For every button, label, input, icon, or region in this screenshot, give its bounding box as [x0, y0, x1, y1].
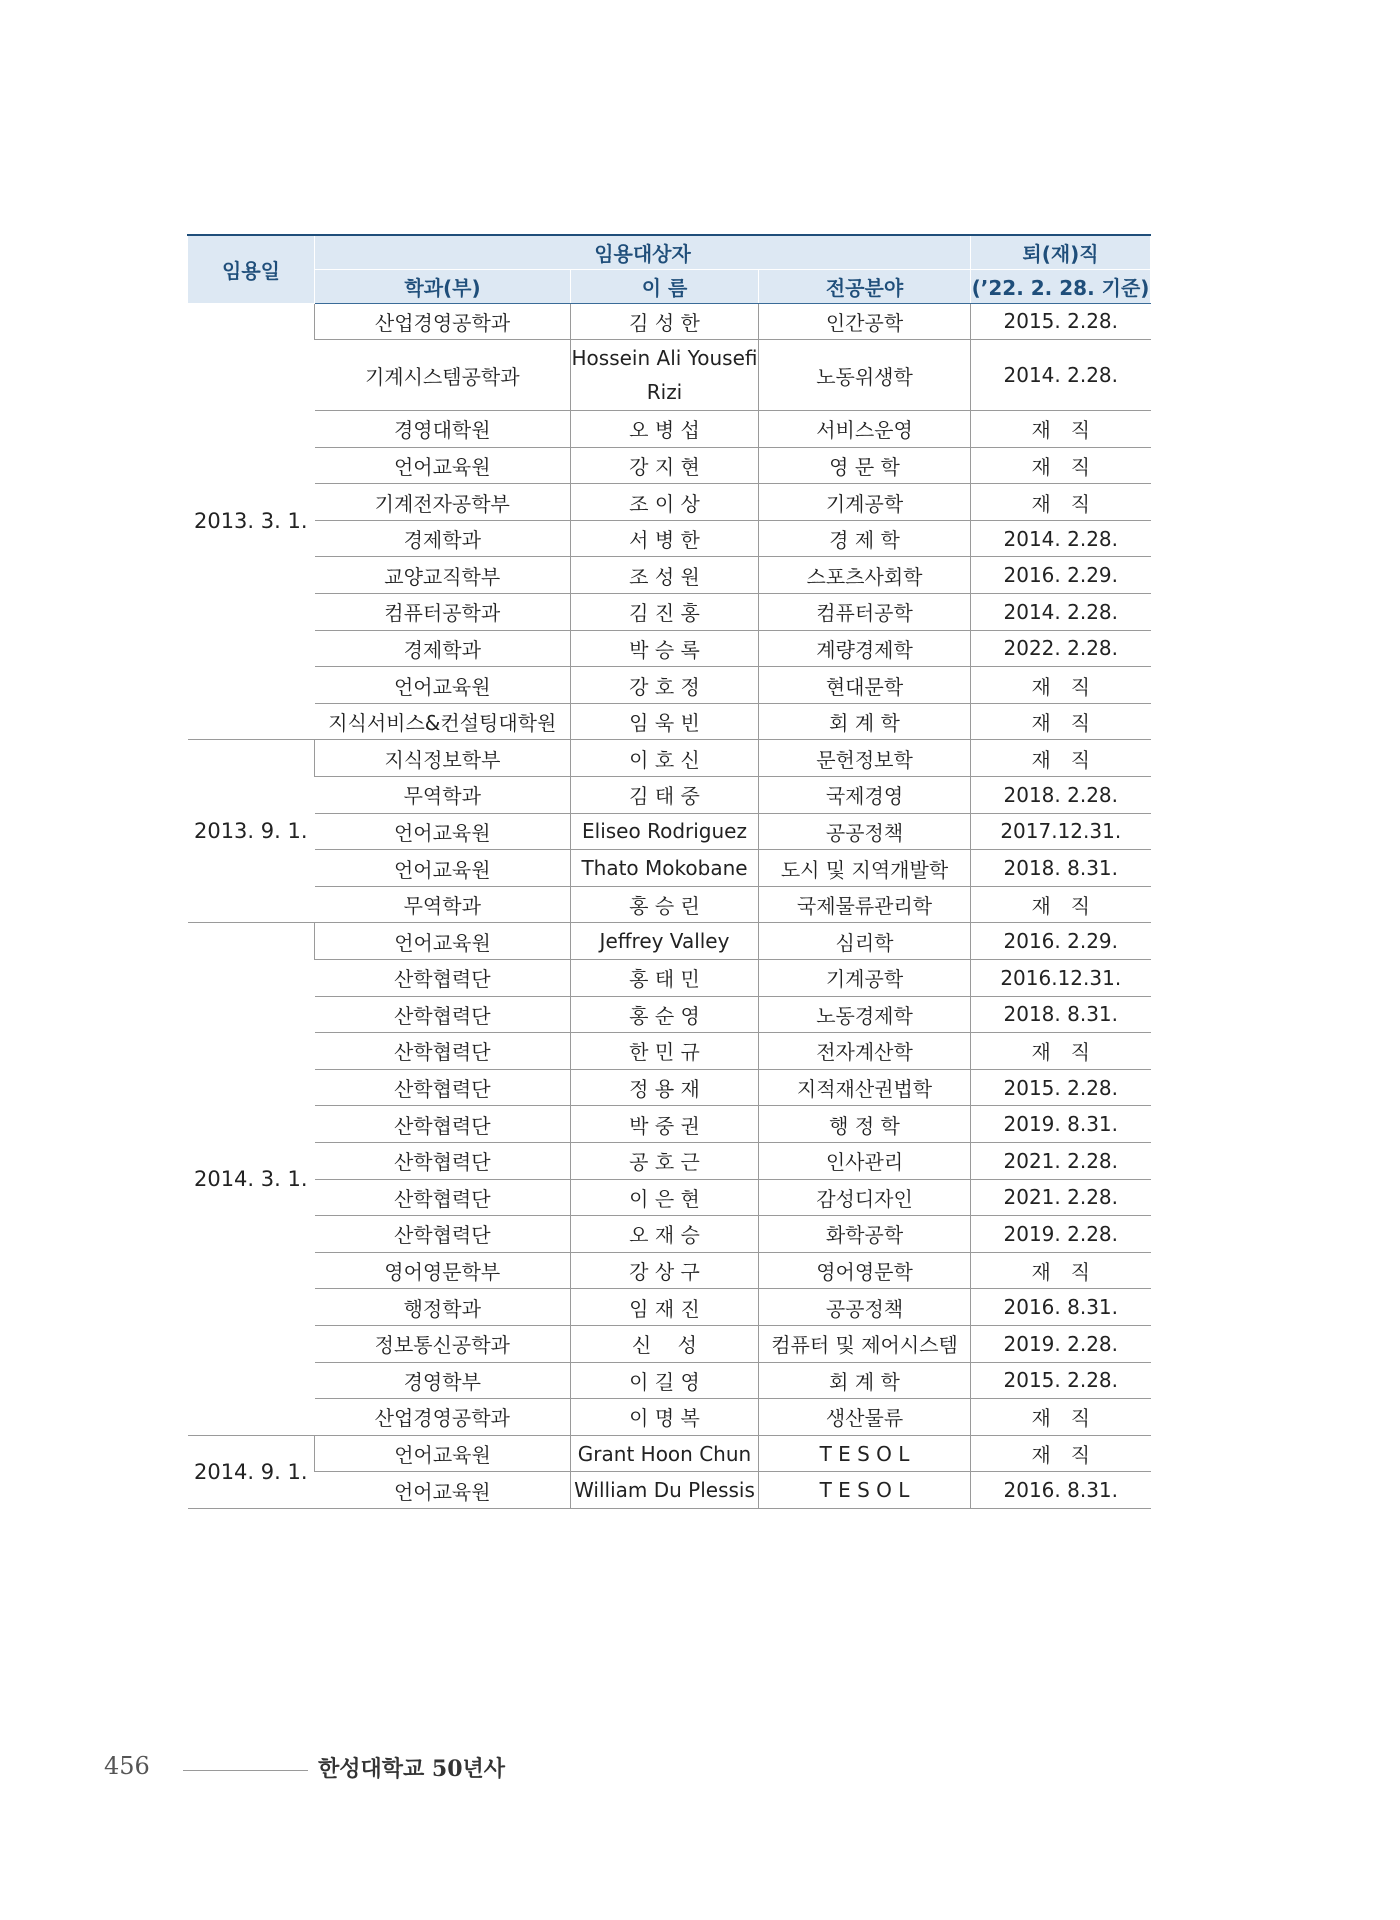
status-cell: 2018. 2.28. — [971, 777, 1151, 814]
name-cell: Grant Hoon Chun — [571, 1435, 759, 1472]
status-cell: 재 직 — [971, 411, 1151, 448]
table-row — [188, 1472, 1151, 1509]
table-row — [188, 630, 1151, 667]
status-cell: 재 직 — [971, 740, 1151, 777]
status-cell: 2018. 8.31. — [971, 996, 1151, 1033]
status-cell: 2014. 2.28. — [971, 594, 1151, 631]
department-cell: 언어교육원 — [315, 667, 571, 704]
major-cell: 공공정책 — [759, 1289, 971, 1326]
status-cell: 2021. 2.28. — [971, 1142, 1151, 1179]
status-cell: 2014. 2.28. — [971, 340, 1151, 411]
major-cell: 회 계 학 — [759, 1362, 971, 1399]
table-body — [188, 303, 1151, 1508]
faculty-appointment-table — [187, 234, 1151, 1509]
table-row — [188, 703, 1151, 740]
name-cell: 조 성 원 — [571, 557, 759, 594]
department-cell: 행정학과 — [315, 1289, 571, 1326]
header-retire-basis: (’22. 2. 28. 기준) — [971, 269, 1151, 303]
name-cell: 조 이 상 — [571, 484, 759, 521]
appointment-date: 2013. 9. 1. — [188, 740, 315, 923]
department-cell: 지식정보학부 — [315, 740, 571, 777]
department-cell: 기계전자공학부 — [315, 484, 571, 521]
table-row — [188, 777, 1151, 814]
department-cell: 기계시스템공학과 — [315, 340, 571, 411]
status-cell: 재 직 — [971, 1252, 1151, 1289]
name-cell: William Du Plessis — [571, 1472, 759, 1509]
appointment-date: 2013. 3. 1. — [188, 303, 315, 740]
status-cell: 2014. 2.28. — [971, 520, 1151, 557]
table-row — [188, 447, 1151, 484]
header-date: 임용일 — [188, 235, 315, 303]
department-cell: 경제학과 — [315, 630, 571, 667]
major-cell: 기계공학 — [759, 960, 971, 997]
name-cell: 이 명 복 — [571, 1399, 759, 1436]
status-cell: 2016. 8.31. — [971, 1472, 1151, 1509]
department-cell: 교양교직학부 — [315, 557, 571, 594]
status-cell: 2019. 2.28. — [971, 1216, 1151, 1253]
header-dept: 학과(부) — [315, 269, 571, 303]
major-cell: 계량경제학 — [759, 630, 971, 667]
name-cell: 신 성 — [571, 1325, 759, 1362]
major-cell: T E S O L — [759, 1472, 971, 1509]
department-cell: 산학협력단 — [315, 1106, 571, 1143]
department-cell: 산학협력단 — [315, 1142, 571, 1179]
department-cell: 영어영문학부 — [315, 1252, 571, 1289]
name-cell: Jeffrey Valley — [571, 923, 759, 960]
status-cell: 재 직 — [971, 1033, 1151, 1070]
department-cell: 언어교육원 — [315, 923, 571, 960]
table-row — [188, 1252, 1151, 1289]
header-retire: 퇴(재)직 — [971, 235, 1151, 269]
table-row — [188, 996, 1151, 1033]
status-cell: 재 직 — [971, 1435, 1151, 1472]
name-cell: Thato Mokobane — [571, 850, 759, 887]
name-cell: 한 민 규 — [571, 1033, 759, 1070]
table-row — [188, 923, 1151, 960]
major-cell: 영어영문학 — [759, 1252, 971, 1289]
table-row — [188, 850, 1151, 887]
major-cell: 공공정책 — [759, 813, 971, 850]
department-cell: 산학협력단 — [315, 1069, 571, 1106]
name-cell: Eliseo Rodriguez — [571, 813, 759, 850]
department-cell: 언어교육원 — [315, 813, 571, 850]
table-row — [188, 1142, 1151, 1179]
table-row — [188, 813, 1151, 850]
table-row — [188, 484, 1151, 521]
table-row — [188, 594, 1151, 631]
name-cell: 박 승 록 — [571, 630, 759, 667]
table-row — [188, 1399, 1151, 1436]
status-cell: 2015. 2.28. — [971, 303, 1151, 340]
table-row — [188, 1289, 1151, 1326]
department-cell: 산학협력단 — [315, 1033, 571, 1070]
major-cell: 노동경제학 — [759, 996, 971, 1033]
major-cell: 컴퓨터공학 — [759, 594, 971, 631]
footer-divider — [183, 1770, 308, 1771]
status-cell: 2016. 2.29. — [971, 557, 1151, 594]
name-cell: 홍 승 린 — [571, 886, 759, 923]
status-cell: 2021. 2.28. — [971, 1179, 1151, 1216]
major-cell: 인사관리 — [759, 1142, 971, 1179]
major-cell: 경 제 학 — [759, 520, 971, 557]
table-row — [188, 667, 1151, 704]
name-cell: 오 병 섭 — [571, 411, 759, 448]
major-cell: 서비스운영 — [759, 411, 971, 448]
appointment-date: 2014. 9. 1. — [188, 1435, 315, 1508]
table-header — [188, 235, 1151, 303]
table-row — [188, 1435, 1151, 1472]
table-row — [188, 1033, 1151, 1070]
name-cell: 이 호 신 — [571, 740, 759, 777]
major-cell: 행 정 학 — [759, 1106, 971, 1143]
table-row — [188, 303, 1151, 340]
major-cell: 화학공학 — [759, 1216, 971, 1253]
major-cell: 영 문 학 — [759, 447, 971, 484]
name-cell: 서 병 한 — [571, 520, 759, 557]
status-cell: 2015. 2.28. — [971, 1069, 1151, 1106]
major-cell: T E S O L — [759, 1435, 971, 1472]
department-cell: 산업경영공학과 — [315, 303, 571, 340]
table-row — [188, 886, 1151, 923]
department-cell: 산학협력단 — [315, 1216, 571, 1253]
status-cell: 2016. 2.29. — [971, 923, 1151, 960]
major-cell: 도시 및 지역개발학 — [759, 850, 971, 887]
name-cell: 오 재 승 — [571, 1216, 759, 1253]
header-major: 전공분야 — [759, 269, 971, 303]
major-cell: 현대문학 — [759, 667, 971, 704]
status-cell: 재 직 — [971, 886, 1151, 923]
table-row — [188, 1106, 1151, 1143]
major-cell: 인간공학 — [759, 303, 971, 340]
name-cell: 김 진 홍 — [571, 594, 759, 631]
header-name: 이 름 — [571, 269, 759, 303]
status-cell: 2022. 2.28. — [971, 630, 1151, 667]
table-row — [188, 1216, 1151, 1253]
name-cell: 이 길 영 — [571, 1362, 759, 1399]
name-cell: 김 태 중 — [571, 777, 759, 814]
department-cell: 정보통신공학과 — [315, 1325, 571, 1362]
status-cell: 2018. 8.31. — [971, 850, 1151, 887]
table-row — [188, 411, 1151, 448]
table-row — [188, 340, 1151, 411]
name-cell: 강 지 현 — [571, 447, 759, 484]
department-cell: 경제학과 — [315, 520, 571, 557]
status-cell: 2015. 2.28. — [971, 1362, 1151, 1399]
major-cell: 전자계산학 — [759, 1033, 971, 1070]
major-cell: 노동위생학 — [759, 340, 971, 411]
department-cell: 산학협력단 — [315, 996, 571, 1033]
name-cell: 이 은 현 — [571, 1179, 759, 1216]
table-row — [188, 557, 1151, 594]
table-row — [188, 740, 1151, 777]
name-cell: 강 호 정 — [571, 667, 759, 704]
department-cell: 언어교육원 — [315, 1472, 571, 1509]
status-cell: 2016. 8.31. — [971, 1289, 1151, 1326]
name-cell: 홍 태 민 — [571, 960, 759, 997]
department-cell: 경영학부 — [315, 1362, 571, 1399]
major-cell: 감성디자인 — [759, 1179, 971, 1216]
department-cell: 지식서비스&컨설팅대학원 — [315, 703, 571, 740]
department-cell: 무역학과 — [315, 777, 571, 814]
name-cell: 강 상 구 — [571, 1252, 759, 1289]
name-cell: 김 성 한 — [571, 303, 759, 340]
appointment-date: 2014. 3. 1. — [188, 923, 315, 1435]
name-cell: 홍 순 영 — [571, 996, 759, 1033]
table-row — [188, 1069, 1151, 1106]
status-cell: 재 직 — [971, 447, 1151, 484]
name-cell: Hossein Ali Yousefi Rizi — [571, 340, 759, 411]
status-cell: 2016.12.31. — [971, 960, 1151, 997]
major-cell: 지적재산권법학 — [759, 1069, 971, 1106]
major-cell: 컴퓨터 및 제어시스템 — [759, 1325, 971, 1362]
major-cell: 국제경영 — [759, 777, 971, 814]
department-cell: 언어교육원 — [315, 447, 571, 484]
table-row — [188, 520, 1151, 557]
major-cell: 기계공학 — [759, 484, 971, 521]
department-cell: 언어교육원 — [315, 1435, 571, 1472]
table-row — [188, 1325, 1151, 1362]
department-cell: 산업경영공학과 — [315, 1399, 571, 1436]
status-cell: 2019. 8.31. — [971, 1106, 1151, 1143]
department-cell: 무역학과 — [315, 886, 571, 923]
major-cell: 심리학 — [759, 923, 971, 960]
status-cell: 재 직 — [971, 703, 1151, 740]
table-row — [188, 1362, 1151, 1399]
status-cell: 2019. 2.28. — [971, 1325, 1151, 1362]
header-target: 임용대상자 — [315, 235, 971, 269]
name-cell: 임 욱 빈 — [571, 703, 759, 740]
table-row — [188, 1179, 1151, 1216]
major-cell: 스포츠사회학 — [759, 557, 971, 594]
name-cell: 공 호 근 — [571, 1142, 759, 1179]
status-cell: 재 직 — [971, 484, 1151, 521]
department-cell: 산학협력단 — [315, 960, 571, 997]
book-title: 한성대학교 50년사 — [318, 1756, 506, 1782]
major-cell: 회 계 학 — [759, 703, 971, 740]
name-cell: 박 중 권 — [571, 1106, 759, 1143]
major-cell: 생산물류 — [759, 1399, 971, 1436]
status-cell: 2017.12.31. — [971, 813, 1151, 850]
department-cell: 컴퓨터공학과 — [315, 594, 571, 631]
department-cell: 경영대학원 — [315, 411, 571, 448]
status-cell: 재 직 — [971, 1399, 1151, 1436]
major-cell: 국제물류관리학 — [759, 886, 971, 923]
major-cell: 문헌정보학 — [759, 740, 971, 777]
name-cell: 임 재 진 — [571, 1289, 759, 1326]
status-cell: 재 직 — [971, 667, 1151, 704]
department-cell: 언어교육원 — [315, 850, 571, 887]
table-row — [188, 960, 1151, 997]
name-cell: 정 용 재 — [571, 1069, 759, 1106]
department-cell: 산학협력단 — [315, 1179, 571, 1216]
page-number: 456 — [104, 1752, 150, 1780]
